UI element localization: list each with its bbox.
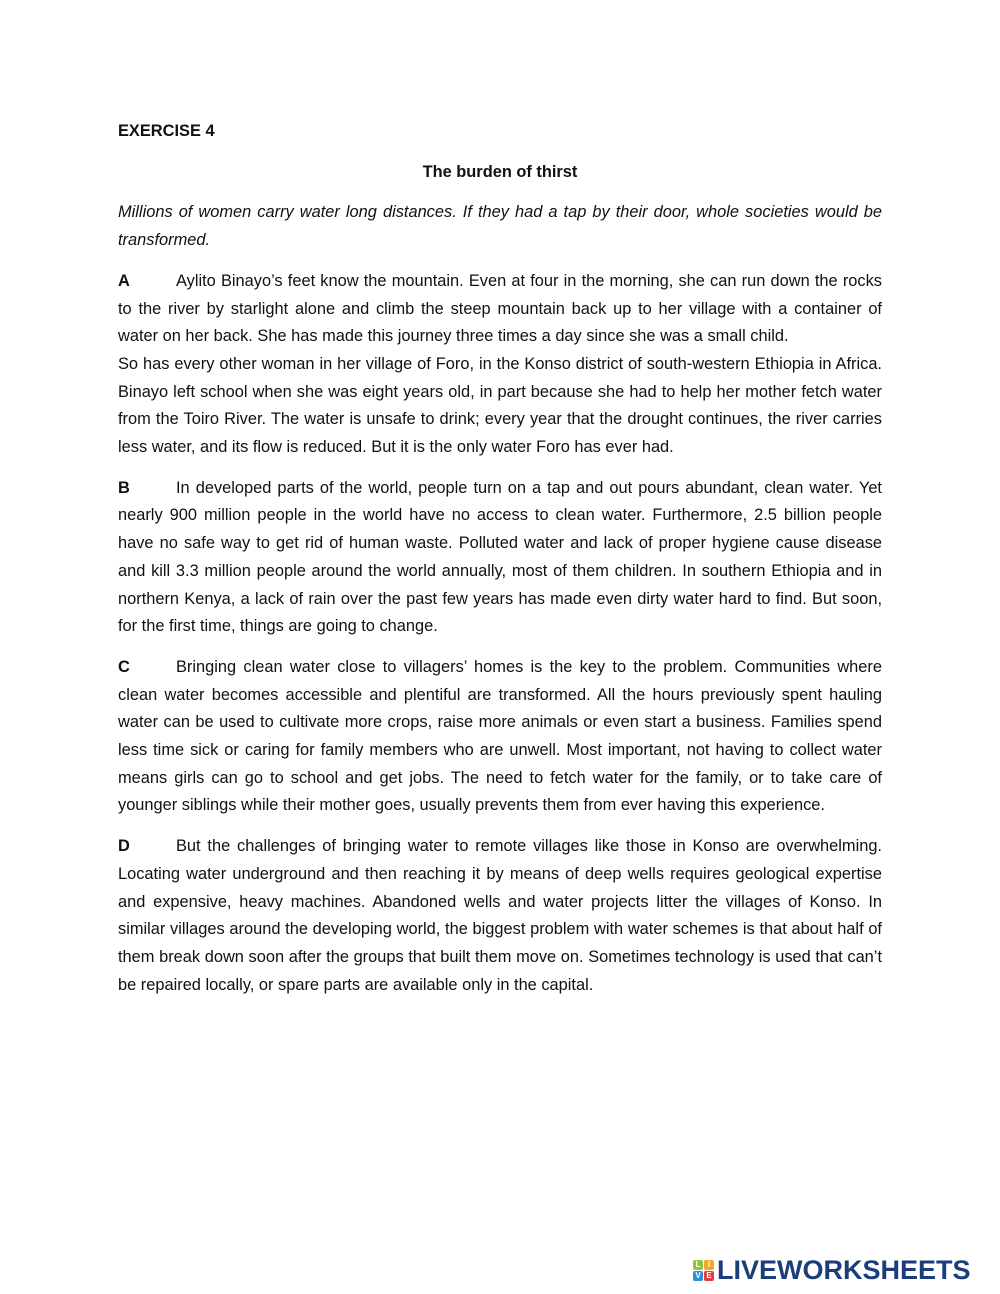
exercise-label: EXERCISE 4 — [118, 122, 215, 140]
paragraph-b — [118, 475, 882, 641]
paragraph-text: Aylito Binayo’s feet know the mountain. Even at four in the morning, she can run down the rocks to the river by starlight alone and climb the steep mountain back up to her village with a container of water on her back. She has made this journey three times a day since she was a small child. — [118, 271, 882, 346]
paragraph-text: But the challenges of bringing water to remote villages like those in Konso are overwhelming. Locating water underground and then reaching it by means of deep wells requires geological expertise and expensive, heavy machines. Abandoned wells and water projects litter the villages of Konso. In similar villages around the developing world, the biggest problem with water schemes is that about half of them break down soon after the groups that built them move on. Sometimes technology is used that can’t be repaired locally, or spare parts are available only in the capital. — [118, 837, 882, 994]
live-blocks-icon — [693, 1260, 714, 1281]
paragraph-a — [118, 268, 882, 351]
liveworksheets-logo — [693, 1255, 971, 1286]
logo-block: V — [693, 1271, 703, 1281]
logo-block: I — [704, 1260, 714, 1270]
logo-block: E — [704, 1271, 714, 1281]
paragraph-a-continuation: So has every other woman in her village of Foro, in the Konso district of south-western Ethiopia in Africa. Binayo left school when she was eight years old, in part because she had to help her mother fetch water from the Toiro River. The water is unsafe to drink; every year that the drought continues, the river carries less water, and its flow is reduced. But it is the only water Foro has ever had. — [118, 354, 882, 457]
subtitle: Millions of women carry water long distances. If they had a tap by their door, whole societies would be transformed. — [118, 203, 882, 250]
paragraph-text: Bringing clean water close to villagers’ homes is the key to the problem. Communities where clean water becomes accessible and plentiful are transformed. All the hours previously spent hauling water can be used to cultivate more crops, raise more animals or even start a business. Families spend less time sick or caring for family members who are unwell. Most important, not having to collect water means girls can go to school and get jobs. The need to fetch water for the family, or to take care of younger siblings while their mother goes, usually prevents them from ever having this experience. — [118, 657, 882, 815]
paragraph-letter: B — [118, 478, 130, 497]
paragraph-letter: D — [118, 837, 130, 856]
paragraph-letter: C — [118, 657, 130, 676]
paragraph-c — [118, 654, 882, 820]
paragraph-letter: A — [118, 271, 130, 290]
paragraph-text: In developed parts of the world, people turn on a tap and out pours abundant, clean water. Yet nearly 900 million people in the world have no access to clean water. Furthermore, 2.5 billion people have no safe way to get rid of human waste. Polluted water and lack of proper hygiene cause disease and kill 3.3 million people around the world annually, most of them children. In southern Ethiopia and in northern Kenya, a lack of rain over the past few years has made even dirty water hard to find. But soon, for the first time, things are going to change. — [118, 478, 882, 636]
paragraph-d — [118, 833, 882, 999]
logo-text: LIVEWORKSHEETS — [717, 1255, 971, 1285]
logo-block: L — [693, 1260, 703, 1270]
worksheet-document — [118, 118, 882, 1012]
page-title: The burden of thirst — [422, 162, 578, 181]
